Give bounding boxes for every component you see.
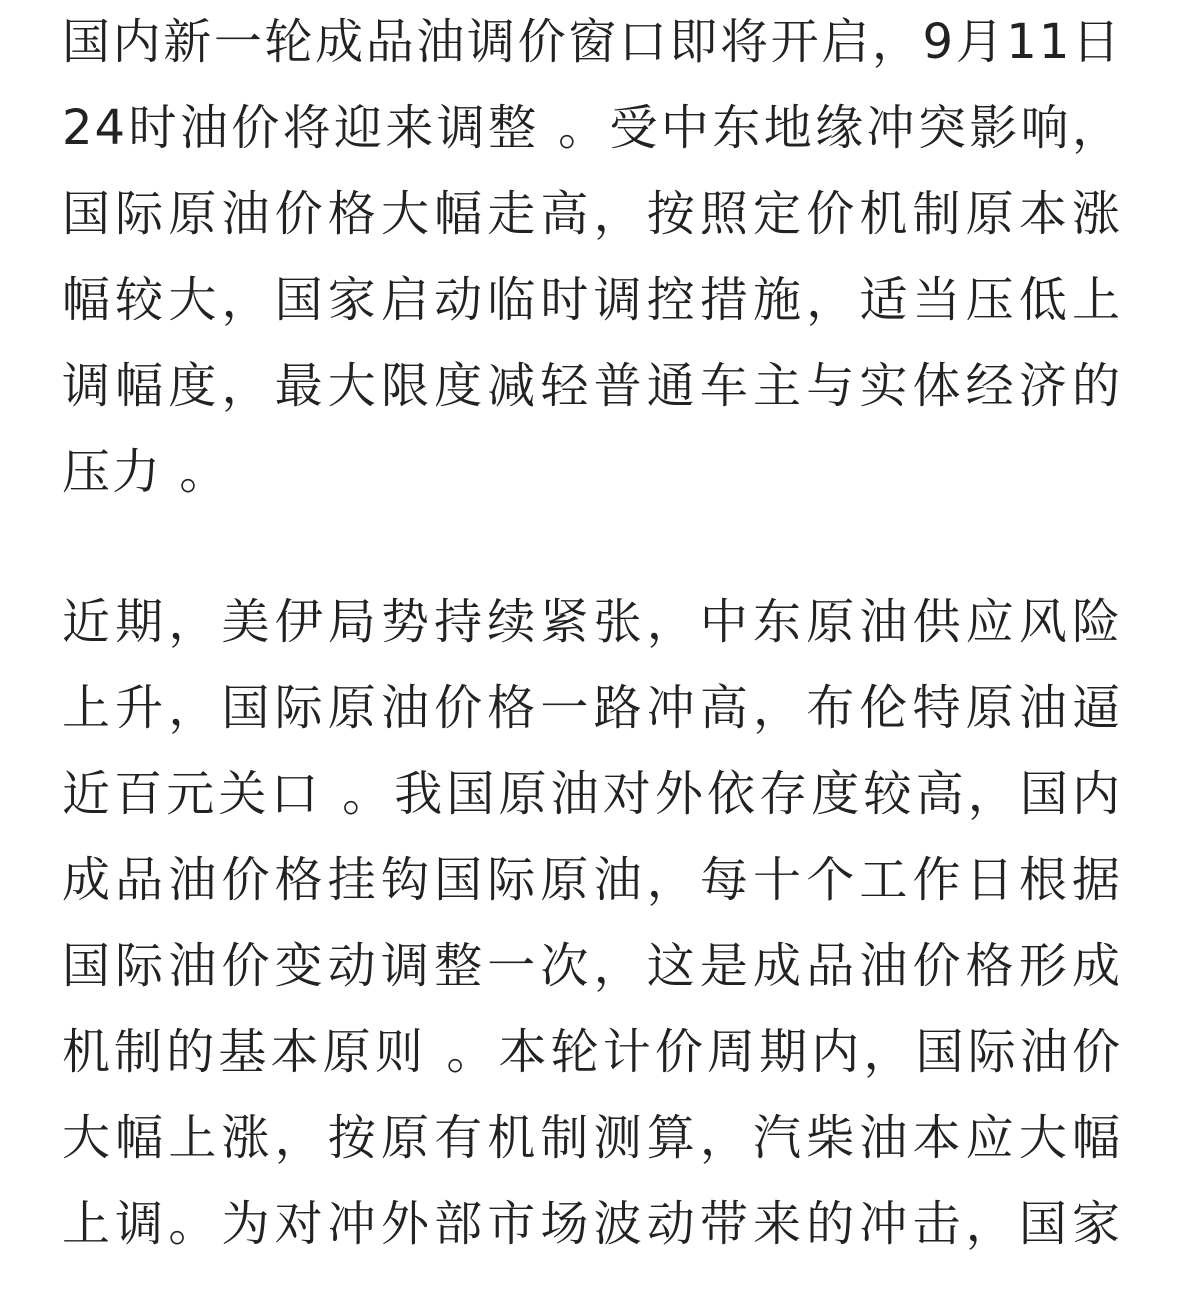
text-line: 近期，美伊局势持续紧张，中东原油供应风险: [62, 594, 1122, 650]
text-line: 上调。为对冲外部市场波动带来的冲击，国家: [62, 1196, 1122, 1252]
article-body: [62, 0, 1122, 1267]
text-line: 压力 。: [62, 444, 230, 500]
text-line: 上升，国际原油价格一路冲高，布伦特原油逼: [62, 680, 1122, 736]
text-line: 调幅度，最大限度减轻普通车主与实体经济的: [62, 358, 1122, 414]
text-line: 国际油价变动调整一次，这是成品油价格形成: [62, 938, 1122, 994]
text-line: 成品油价格挂钩国际原油，每十个工作日根据: [62, 852, 1122, 908]
paragraph-1: [62, 0, 1122, 515]
text-line: 幅较大，国家启动临时调控措施，适当压低上: [62, 272, 1122, 328]
text-line: 国内新一轮成品油调价窗口即将开启，9月11日: [62, 14, 1122, 70]
text-line: 24时油价将迎来调整 。受中东地缘冲突影响，: [62, 100, 1122, 156]
text-line: 机制的基本原则 。本轮计价周期内，国际油价: [62, 1024, 1122, 1080]
text-line: 国际原油价格大幅走高，按照定价机制原本涨: [62, 186, 1122, 242]
text-line: 近百元关口 。我国原油对外依存度较高，国内: [62, 766, 1122, 822]
text-line: 大幅上涨，按原有机制测算，汽柴油本应大幅: [62, 1110, 1122, 1166]
paragraph-2: [62, 579, 1122, 1267]
paragraph-spacer: [62, 515, 1122, 579]
